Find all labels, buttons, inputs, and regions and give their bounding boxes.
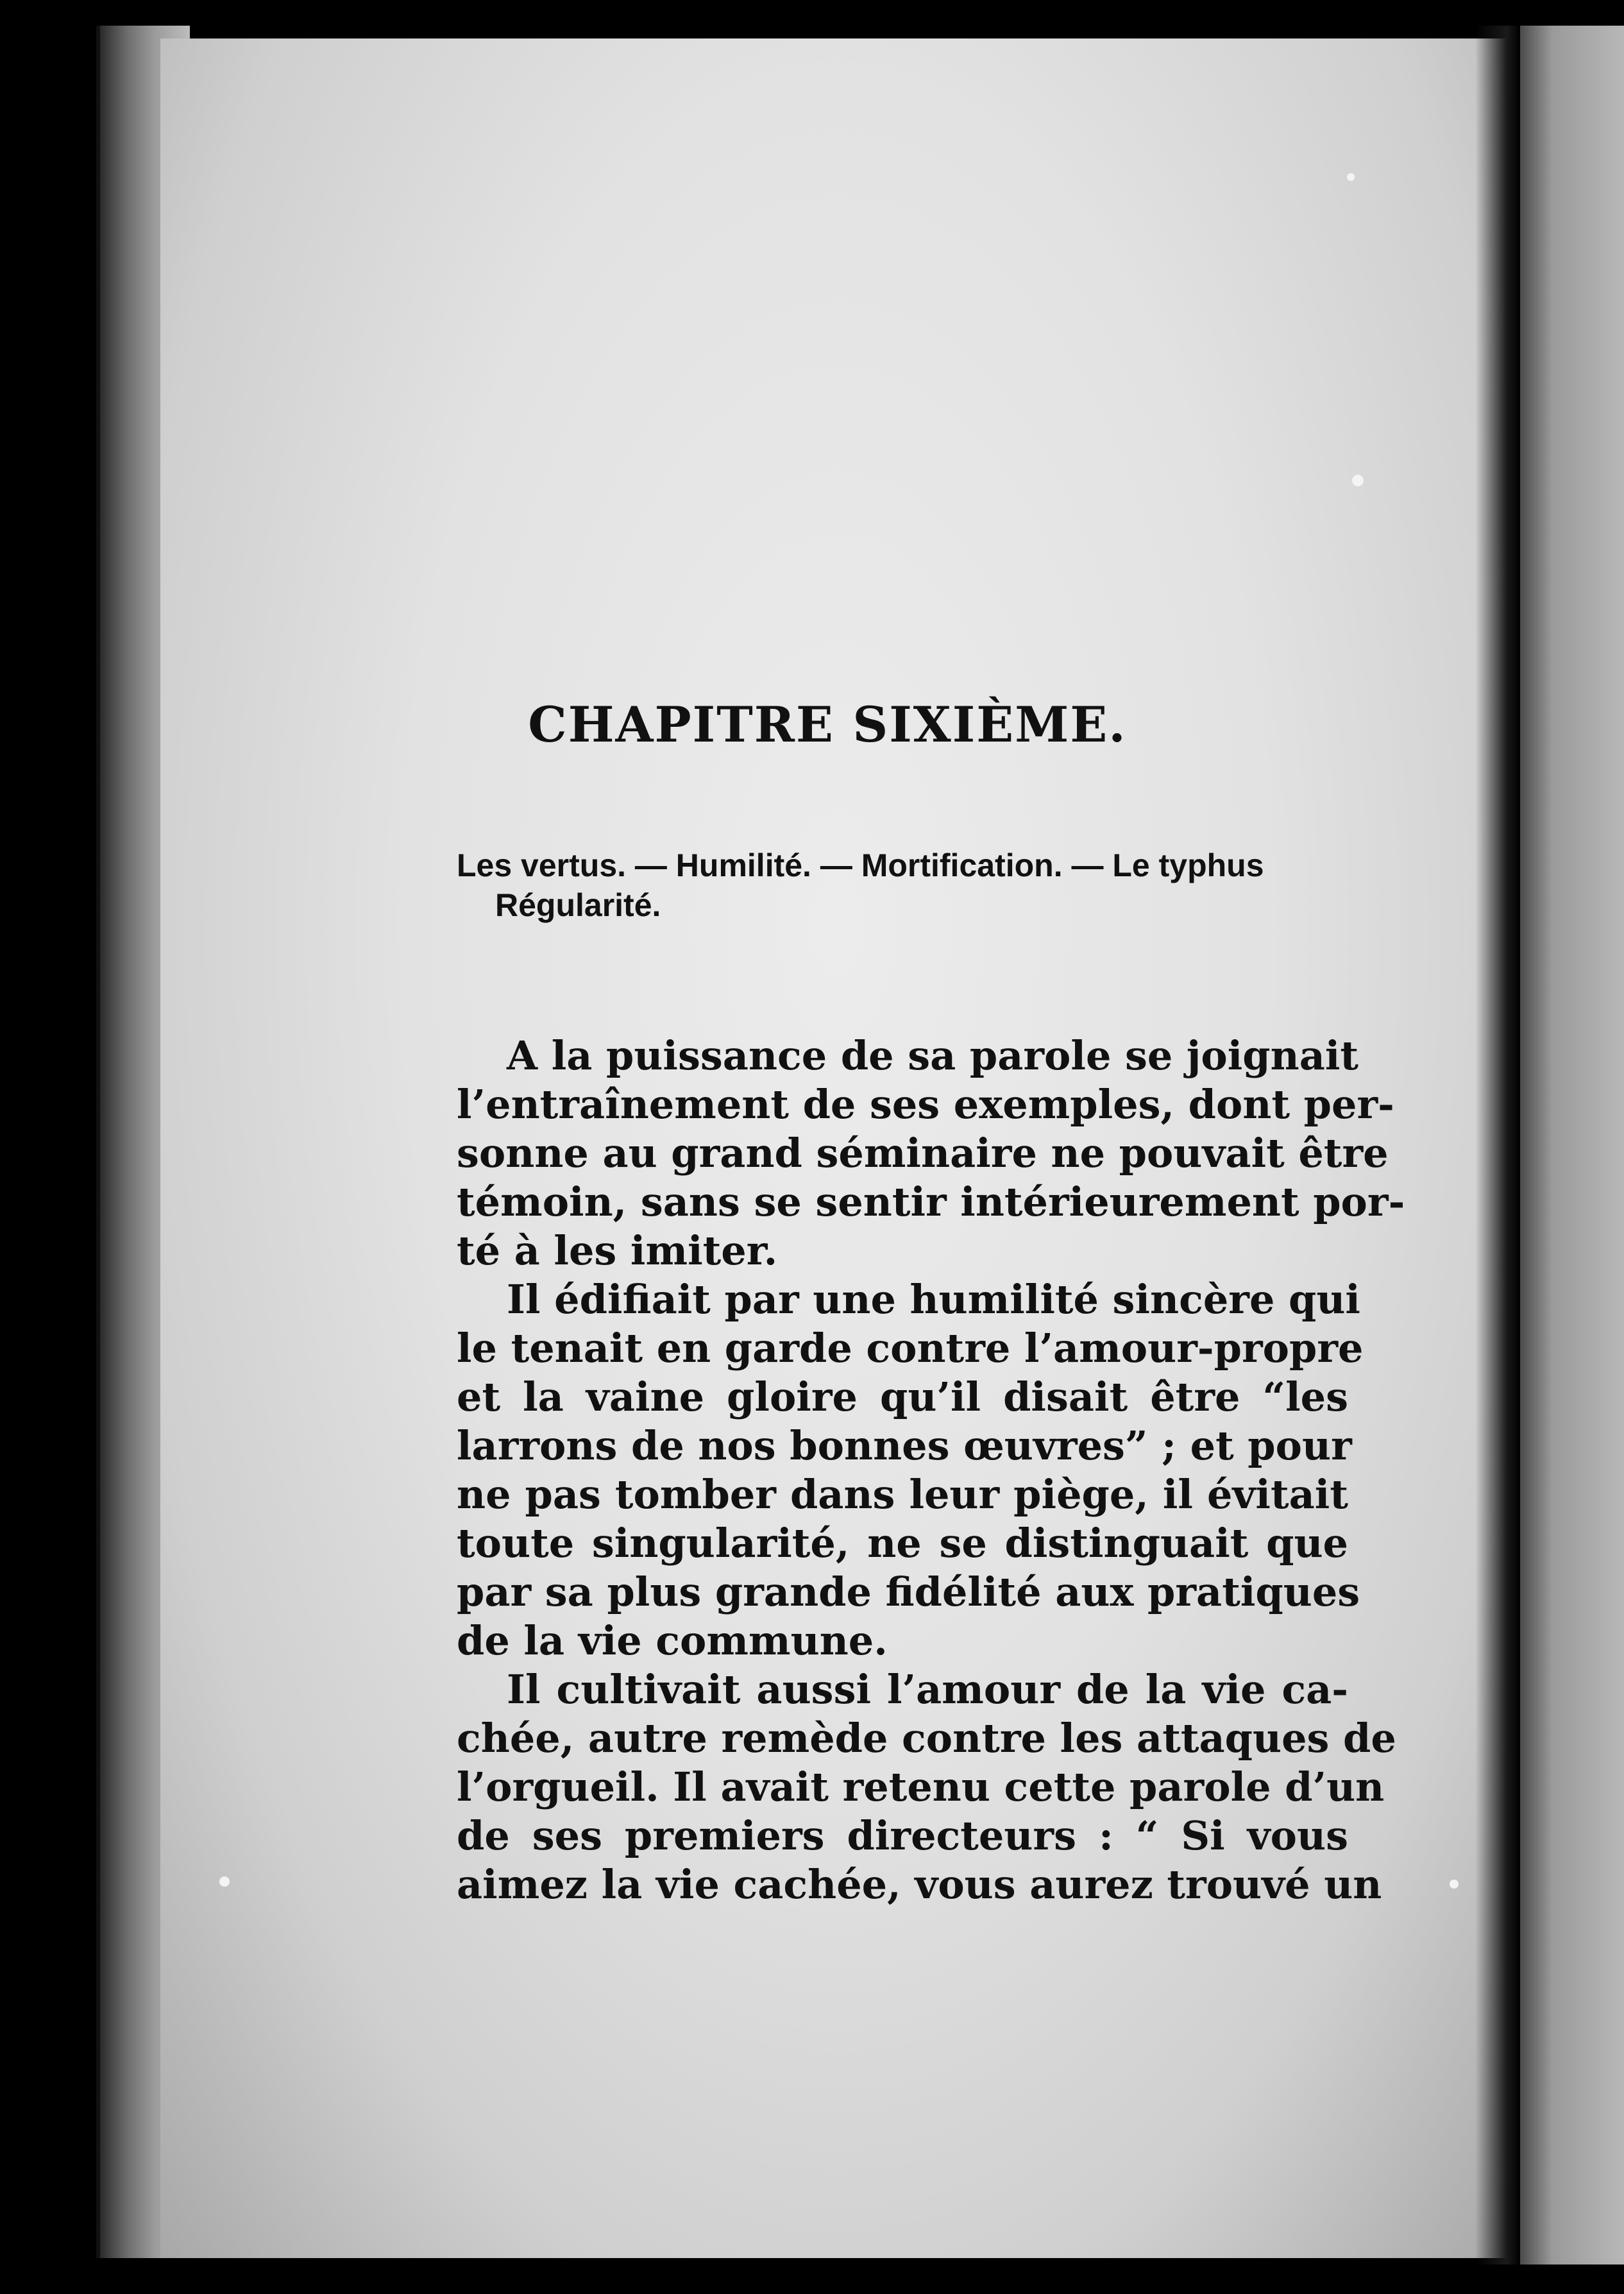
body-line: et la vaine gloire qu’il disait être “les [457,1373,1348,1420]
body-line: témoin, sans se sentir intérieurement por- [457,1178,1405,1225]
body-line: té à les imiter. [457,1227,778,1274]
body-line: A la puissance de sa parole se joignait [507,1032,1359,1079]
body-paragraphs [457,1032,1405,1909]
body-line: sonne au grand séminaire ne pouvait être [457,1130,1389,1177]
body-line: ne pas tomber dans leur piège, il évitait [457,1471,1348,1518]
body-line: l’entraînement de ses exemples, dont per- [457,1081,1394,1128]
summary-line: Les vertus. — Humilité. — Mortification. — Le typhus [457,847,1264,883]
chapter-title: CHAPITRE SIXIÈME. [528,696,1127,753]
body-line: de ses premiers directeurs : “ Si vous [457,1812,1348,1859]
body-line: larrons de nos bonnes œuvres” ; et pour [457,1422,1352,1469]
body-line: toute singularité, ne se distinguait que [457,1520,1348,1567]
summary-line: Régularité. [495,887,661,923]
body-line: de la vie commune. [457,1617,888,1664]
body-line: aimez la vie cachée, vous aurez trouvé un [457,1861,1382,1908]
body-line: l’orgueil. Il avait retenu cette parole d’un [457,1763,1385,1810]
body-line: le tenait en garde contre l’amour-propre [457,1325,1364,1372]
body-line: chée, autre remède contre les attaques de [457,1715,1396,1762]
body-line: Il cultivait aussi l’amour de la vie ca- [507,1666,1348,1713]
body-line: par sa plus grande fidélité aux pratiques [457,1568,1360,1615]
chapter-summary [457,845,1348,925]
body-line: Il édifiait par une humilité sincère qui [507,1276,1360,1323]
